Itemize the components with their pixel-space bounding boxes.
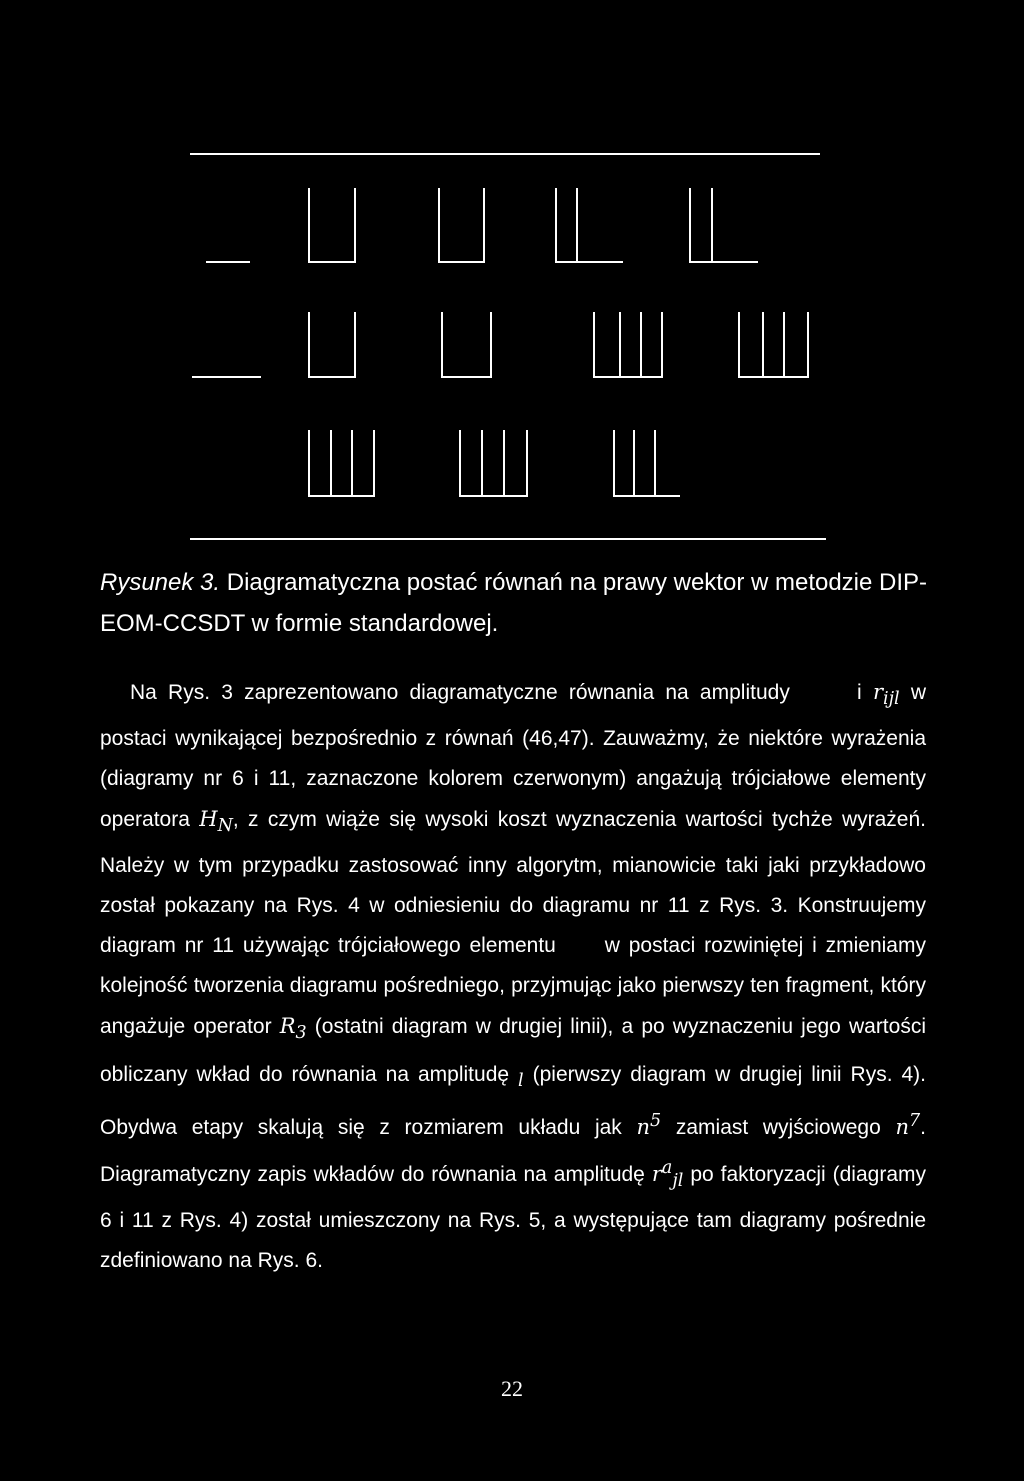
text-run-6: (ostatni diagram w drugiej linii), a po wyznaczeniu jego wartości obliczany wkład do równania na amplitudę [100,1015,926,1086]
diagram-2-5 [739,312,808,377]
page-number: 22 [501,1376,523,1401]
diagram-figure [0,0,1024,560]
math-symbol: r [872,680,883,704]
diagram-3-2 [460,430,527,496]
math-subscript: 3 [295,1023,307,1044]
diagram-1-3 [439,188,484,262]
text-run-4: , z czym wiąże się wysoki koszt wyznaczenia wartości tychże wyrażeń. Należy w tym przypadku zastosować inny algorytm, mianowicie taki jaki przykładowo został pokazany na Rys. 4 w odniesieniu do diagramu nr 11 z Rys. 3. Konstruujemy diagram nr 11 używając trójciałowego elementu [100,808,926,958]
math-superscript: 5 [650,1110,662,1131]
math-r3 [279,1014,307,1044]
math-n7 [895,1110,921,1139]
math-r-ijl [872,680,900,710]
math-h-n [199,807,233,837]
math-superscript: a [661,1157,673,1178]
caption-label: Rysunek 3. [100,569,221,596]
diagram-2-3 [442,312,491,377]
math-l-fragment [518,1062,524,1091]
text-run-9: . Diagramatyczny zapis wkładów do równania na amplitudę [100,1115,926,1186]
figure-caption [100,562,928,644]
diagram-3-1 [309,430,374,496]
diagram-1-4 [556,188,623,262]
text-run-1: Na Rys. 3 zaprezentowano diagramatyczne równania na amplitudy [130,681,790,704]
text-run-7: (pierwszy diagram w drugiej linii Rys. 4). Obydwa etapy skalują się z rozmiarem układu jak [100,1062,926,1139]
diagram-2-2 [309,312,355,377]
math-symbol: H [199,807,218,832]
math-subscript: ijl [882,689,900,710]
diagram-1-5 [690,188,758,262]
math-subscript: jl [672,1170,684,1191]
math-symbol: n [895,1114,909,1139]
body-paragraph [100,672,926,1281]
text-run-5: w postaci rozwiniętej i zmieniamy kolejność tworzenia diagramu pośredniego, przyjmując jako pierwszy ten fragment, który angażuje operator [100,934,926,1039]
diagram-2-4 [594,312,662,377]
text-run-3: w postaci wynikającej bezpośrednio z równań (46,47). Zauważmy, że niektóre wyrażenia (diagramy nr 6 i 11, zaznaczone kolorem czerwonym) angażują trójciałowe elementy operatora [100,681,926,832]
math-symbol: n [636,1114,651,1139]
math-symbol: R [279,1014,296,1039]
math-subscript: N [217,816,233,837]
math-n5 [636,1110,662,1139]
text-run-8: zamiast wyjściowego [675,1115,881,1139]
caption-text: Diagramatyczna postać równań na prawy wektor w metodzie DIP-EOM-CCSDT w formie standardowej. [100,569,928,637]
math-superscript: 7 [909,1110,921,1131]
diagram-1-2 [309,188,355,262]
text-run-2: i [857,681,862,704]
diagram-3-3 [614,430,680,496]
text-run-10: po faktoryzacji (diagramy 6 i 11 z Rys. 4) został umieszczony na Rys. 5, a występujące tam diagramy pośrednie zdefiniowano na Rys. 6. [100,1162,927,1272]
math-subscript: l [518,1070,524,1091]
math-r-a-jl [651,1157,684,1191]
math-symbol: r [651,1161,662,1186]
